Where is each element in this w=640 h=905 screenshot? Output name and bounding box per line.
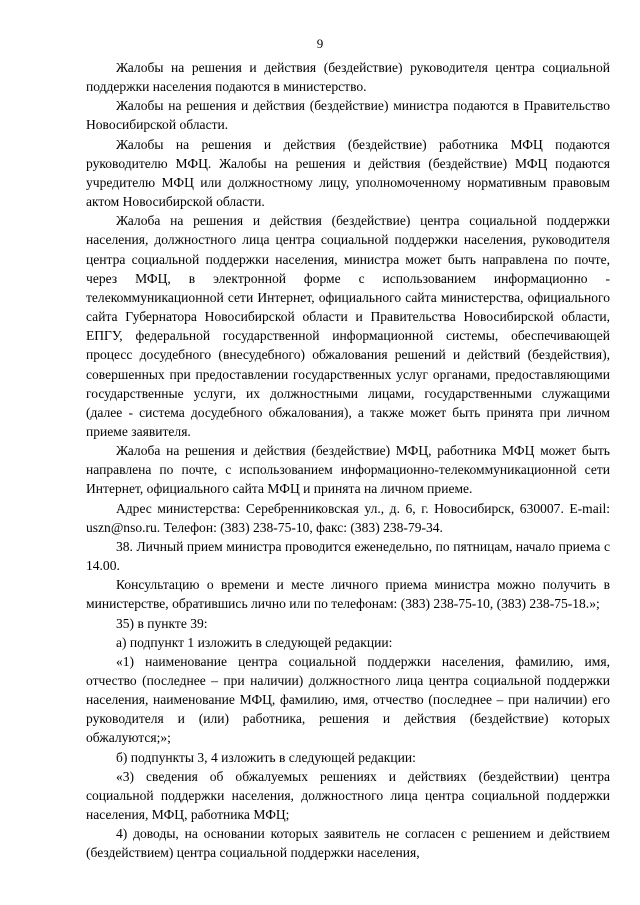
- paragraph-complaints-mfc: Жалобы на решения и действия (бездействие) работника МФЦ подаются руководителю МФЦ. Жалобы на решения и действия (бездействие) МФЦ подаются учредителю МФЦ или должностному лицу, уполномоченному нормативным правовым актом Новосибирской области.: [86, 136, 610, 210]
- paragraph-ministry-address: Адрес министерства: Серебренниковская ул., д. 6, г. Новосибирск, 630007. E-mail: uszn@nso.ru. Телефон: (383) 238-75-10, факс: (383) 238-79-34.: [86, 500, 610, 535]
- paragraph-complaint-mfc-submission: Жалоба на решения и действия (бездействие) МФЦ, работника МФЦ может быть направлена по почте, с использованием информационно-телекоммуникационной сети Интернет, официального сайта МФЦ и принята на личном приеме.: [86, 443, 610, 497]
- paragraph-subitem-a: а) подпункт 1 изложить в следующей редакции:: [116, 634, 393, 650]
- paragraph-quote-3: «3) сведения об обжалуемых решениях и действиях (бездействии) центра социальной поддержки населения, должностного лица центра социальной поддержки населения, МФЦ, работника МФЦ;: [86, 768, 610, 823]
- paragraph-item-35: 35) в пункте 39:: [116, 615, 208, 631]
- paragraph-item-38: 38. Личный прием министра проводится еженедельно, по пятницам, начало приема с 14.00.: [86, 538, 610, 574]
- page-number: 9: [316, 36, 324, 51]
- paragraph-complaint-submission: Жалоба на решения и действия (бездействие) центра социальной поддержки населения, должностного лица центра социальной поддержки населения, руководителя центра социальной поддержки населения, министра может быть направлена по почте, через МФЦ, в электронной форме с использованием информационно - телекоммуникационной сети Интернет, официального сайта министерства, официального сайта Губернатора Новосибирской области и Правительства Новосибирской области, ЕПГУ, федеральной государственной информационной системы, обеспечивающей процесс досудебного (внесудебного) обжалования решений и действий (бездействия), совершенных при предоставлении государственных услуг органами, предоставляющими государственные услуги, их должностными лицами, государственными служащими (далее - система досудебного обжалования), а также может быть принята при личном приеме заявителя.: [86, 213, 610, 439]
- paragraph-complaints-center-head: Жалобы на решения и действия (бездействие) руководителя центра социальной поддержки населения подаются в министерство.: [86, 60, 610, 95]
- document-body: [86, 58, 610, 863]
- paragraph-quote-1: «1) наименование центра социальной поддержки населения, фамилию, имя, отчество (последнее – при наличии) должностного лица центра социальной поддержки населения, наименование МФЦ, фамилию, имя, отчество (последнее – при наличии) его руководителя и (или) работника, решения и действия (бездействие) которых обжалуются;»;: [86, 653, 610, 746]
- paragraph-consultation: Консультацию о времени и месте личного приема министра можно получить в министерстве, обратившись лично или по телефонам: (383) 238-75-10, (383) 238-75-18.»;: [86, 577, 610, 612]
- paragraph-complaints-minister: Жалобы на решения и действия (бездействие) министра подаются в Правительство Новосибирской области.: [86, 98, 610, 133]
- paragraph-item-4: 4) доводы, на основании которых заявитель не согласен с решением и действием (бездействием) центра социальной поддержки населения,: [86, 826, 610, 861]
- paragraph-subitem-b: б) подпункты 3, 4 изложить в следующей редакции:: [116, 749, 416, 765]
